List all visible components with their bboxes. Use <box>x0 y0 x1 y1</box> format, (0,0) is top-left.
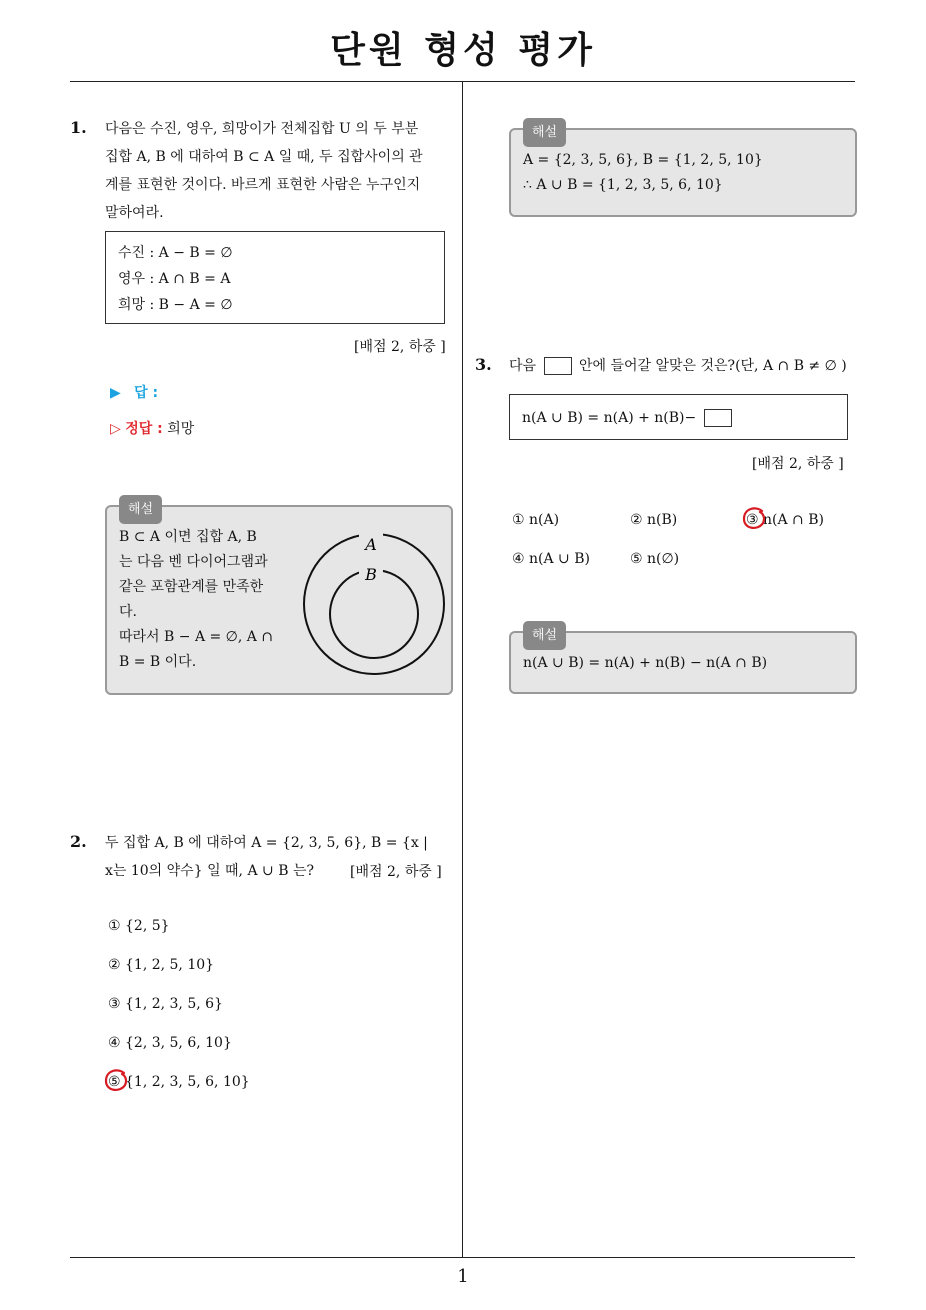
q2-choice-4[interactable]: ④ {2, 3, 5, 6, 10} <box>108 1035 232 1051</box>
q3-score: [배점 2, 하중 ] <box>752 456 844 472</box>
q3-formula: n(A ∪ B) = n(A) + n(B)− <box>522 410 697 426</box>
play-outline-icon: ▷ <box>110 421 121 437</box>
q1-statement: 수진 : A − B = ∅ <box>118 245 233 261</box>
correct-label: 정답 : <box>125 421 163 437</box>
q1-statements-box <box>105 231 445 324</box>
q2-number: 2. <box>70 832 87 851</box>
q1-line: 계를 표현한 것이다. 바르게 표현한 사람은 누구인지 <box>105 177 421 193</box>
q3-text-before: 다음 <box>509 358 537 374</box>
q2-choice-5[interactable]: ⑤ {1, 2, 3, 5, 6, 10} <box>108 1074 250 1090</box>
q2-line: 두 집합 A, B 에 대하여 A = {2, 3, 5, 6}, B = {x | <box>105 835 428 851</box>
blank-box <box>544 357 572 375</box>
explanation-line: A = {2, 3, 5, 6}, B = {1, 2, 5, 10} <box>523 152 763 168</box>
explanation-line: 는 다음 벤 다이어그램과 <box>119 554 268 570</box>
q3-explanation-text: n(A ∪ B) = n(A) + n(B) − n(A ∩ B) <box>523 655 768 671</box>
q2-score: [배점 2, 하중 ] <box>350 864 442 880</box>
q3-choice-1[interactable]: ① n(A) <box>512 512 560 528</box>
q1-line: 집합 A, B 에 대하여 B ⊂ A 일 때, 두 집합사이의 관 <box>105 149 423 165</box>
explanation-line: B ⊂ A 이면 집합 A, B <box>119 529 257 545</box>
q1-score: [배점 2, 하중 ] <box>354 339 446 355</box>
q3-question-text <box>509 352 847 380</box>
q3-number: 3. <box>475 355 492 374</box>
q1-answer-row <box>110 382 158 402</box>
q1-explanation-box <box>105 502 453 695</box>
page-title: 단원 형성 평가 <box>330 30 596 71</box>
q1-statement: 영우 : A ∩ B = A <box>118 271 231 287</box>
q3-choice-5[interactable]: ⑤ n(∅) <box>630 551 680 567</box>
correct-value: 희망 <box>167 421 195 437</box>
explanation-line: ∴ A ∪ B = {1, 2, 3, 5, 6, 10} <box>523 177 723 193</box>
q2-line: x는 10의 약수} 일 때, A ∪ B 는? <box>105 863 314 879</box>
q3-text-after: 안에 들어갈 알맞은 것은?(단, A ∩ B ≠ ∅ ) <box>578 358 847 374</box>
blank-box <box>704 409 732 427</box>
bottom-rule <box>70 1257 855 1258</box>
explanation-tab: 해설 <box>523 621 566 650</box>
venn-label-b: B <box>365 565 377 584</box>
q1-number: 1. <box>70 118 87 137</box>
explanation-line: 따라서 B − A = ∅, A ∩ <box>119 629 274 645</box>
page-number: 1 <box>457 1266 469 1287</box>
q1-line: 말하여라. <box>105 205 164 221</box>
play-filled-icon: ▶ <box>110 385 121 401</box>
answer-mark-circle-icon <box>102 1067 130 1095</box>
explanation-line: B = B 이다. <box>119 654 197 670</box>
q1-question-text <box>105 115 460 227</box>
explanation-line: 다. <box>119 604 137 620</box>
q2-choice-2[interactable]: ② {1, 2, 5, 10} <box>108 957 215 973</box>
q3-formula-box <box>509 394 848 440</box>
explanation-tab: 해설 <box>523 118 566 147</box>
answer-label: 답 : <box>134 385 159 401</box>
column-divider <box>462 82 463 1257</box>
q1-explanation-text <box>119 525 294 675</box>
q2-choice-3[interactable]: ③ {1, 2, 3, 5, 6} <box>108 996 223 1012</box>
explanation-tab: 해설 <box>119 495 162 524</box>
q2-explanation-box <box>509 125 857 217</box>
venn-outer-circle <box>304 534 444 674</box>
q3-choice-3[interactable]: ③ n(A ∩ B) <box>746 512 824 528</box>
q1-correct-row <box>110 418 194 438</box>
q3-choice-2[interactable]: ② n(B) <box>630 512 678 528</box>
venn-diagram <box>299 529 449 679</box>
venn-label-a: A <box>365 535 377 554</box>
q3-explanation-box <box>509 628 857 694</box>
explanation-line: 같은 포함관계를 만족한 <box>119 579 264 595</box>
q1-statement: 희망 : B − A = ∅ <box>118 297 233 313</box>
q2-explanation-text <box>523 148 763 198</box>
q1-line: 다음은 수진, 영우, 희망이가 전체집합 U 의 두 부분 <box>105 121 419 137</box>
q3-choice-4[interactable]: ④ n(A ∪ B) <box>512 551 590 567</box>
answer-mark-circle-icon <box>740 505 768 533</box>
q2-choice-1[interactable]: ① {2, 5} <box>108 918 170 934</box>
